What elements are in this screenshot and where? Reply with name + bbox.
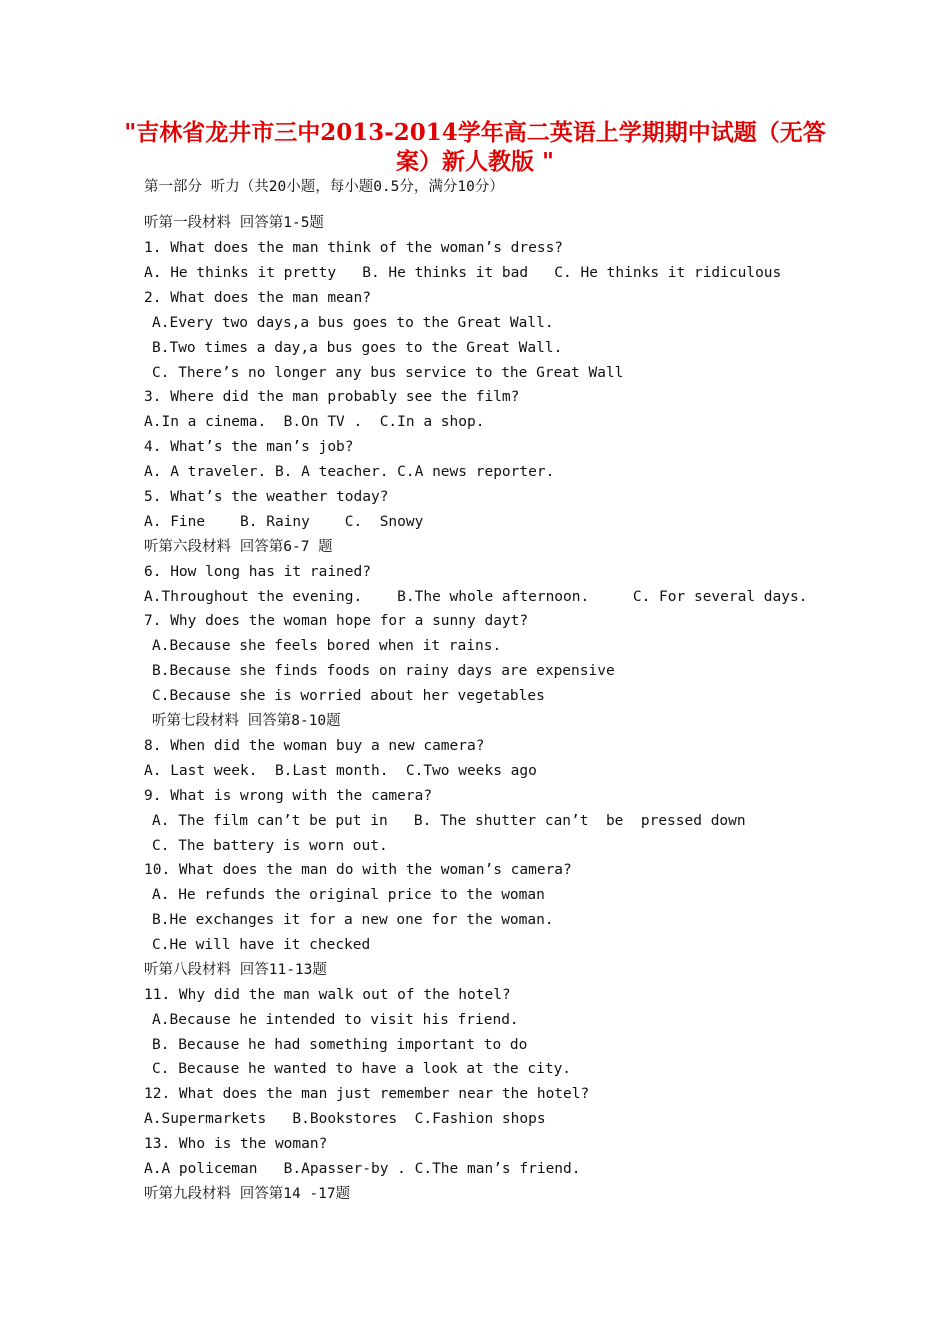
answer-option: A.Because he intended to visit his friend.: [152, 1012, 519, 1028]
answer-option: C. The battery is worn out.: [152, 838, 388, 854]
answer-option: B.Because she finds foods on rainy days are expensive: [152, 663, 615, 679]
question-line: 2. What does the man mean?: [144, 290, 371, 306]
answer-option: A. He refunds the original price to the woman: [152, 887, 545, 903]
passage-instruction: 听第一段材料 回答第1-5题: [144, 215, 324, 231]
answer-option: A.Every two days,a bus goes to the Great Wall.: [152, 315, 554, 331]
question-line: 3. Where did the man probably see the film?: [144, 389, 520, 405]
answer-options: A. A traveler. B. A teacher. C.A news reporter.: [144, 464, 555, 480]
section-heading: 第一部分 听力（共20小题，每小题0.5分，满分10分）: [144, 179, 504, 195]
passage-instruction: 听第六段材料 回答第6-7 题: [144, 539, 333, 555]
question-line: 6. How long has it rained?: [144, 564, 371, 580]
answer-option: C. Because he wanted to have a look at the city.: [152, 1061, 572, 1077]
answer-option: B.He exchanges it for a new one for the woman.: [152, 912, 554, 928]
answer-options: A. He thinks it pretty B. He thinks it bad C. He thinks it ridiculous: [144, 265, 782, 281]
answer-option: B.Two times a day,a bus goes to the Great Wall.: [152, 340, 563, 356]
answer-options: A. The film can’t be put in B. The shutter can’t be pressed down: [152, 813, 746, 829]
question-line: 11. Why did the man walk out of the hotel?: [144, 987, 511, 1003]
question-line: 12. What does the man just remember near the hotel?: [144, 1086, 590, 1102]
document-title: [120, 118, 830, 176]
answer-options: A.In a cinema. B.On TV . C.In a shop.: [144, 414, 485, 430]
title-line-1: "吉林省龙井市三中2013-2014学年高二英语上学期期中试题（无答: [124, 119, 826, 146]
title-line-2: 案）新人教版 ": [396, 148, 554, 175]
question-line: 9. What is wrong with the camera?: [144, 788, 433, 804]
answer-option: C. There’s no longer any bus service to the Great Wall: [152, 365, 624, 381]
answer-option: A.Because she feels bored when it rains.: [152, 638, 502, 654]
answer-option: B. Because he had something important to do: [152, 1037, 528, 1053]
passage-instruction: 听第九段材料 回答第14 -17题: [144, 1186, 351, 1202]
answer-options: A. Fine B. Rainy C. Snowy: [144, 514, 424, 530]
answer-options: A.A policeman B.Apasser-by . C.The man’s friend.: [144, 1161, 581, 1177]
passage-instruction: 听第七段材料 回答第8-10题: [152, 713, 341, 729]
question-line: 4. What’s the man’s job?: [144, 439, 354, 455]
answer-options: A. Last week. B.Last month. C.Two weeks ago: [144, 763, 537, 779]
answer-option: C.Because she is worried about her vegetables: [152, 688, 545, 704]
answer-options: A.Throughout the evening. B.The whole afternoon. C. For several days.: [144, 589, 808, 605]
question-line: 10. What does the man do with the woman’s camera?: [144, 862, 572, 878]
question-line: 7. Why does the woman hope for a sunny dayt?: [144, 613, 529, 629]
answer-options: A.Supermarkets B.Bookstores C.Fashion shops: [144, 1111, 546, 1127]
question-line: 5. What’s the weather today?: [144, 489, 389, 505]
question-line: 13. Who is the woman?: [144, 1136, 328, 1152]
passage-instruction: 听第八段材料 回答11-13题: [144, 962, 327, 978]
answer-option: C.He will have it checked: [152, 937, 371, 953]
question-line: 1. What does the man think of the woman’s dress?: [144, 240, 564, 256]
question-line: 8. When did the woman buy a new camera?: [144, 738, 485, 754]
